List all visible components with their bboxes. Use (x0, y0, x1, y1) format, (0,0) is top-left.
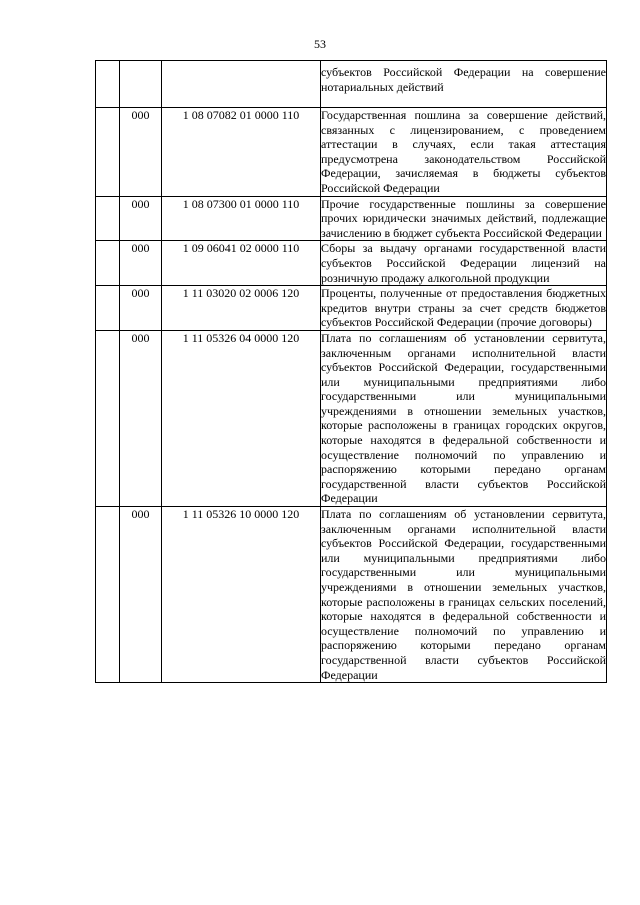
row-margin-cell (96, 241, 120, 286)
row-margin-cell (96, 507, 120, 683)
description-cell: Плата по соглашениям об установлении сервитута, заключенным органами исполнительной власти субъектов Российской Федерации, государственными или муниципальными предприятиями либо государственными или муниципальными учреждениями в отношении земельных участков, которые расположены в границах сельских поселений, которые находятся в федеральной собственности и осуществление полномочий по управлению и распоряжению которыми передано органам государственной власти субъектов Российской Федерации (321, 507, 606, 682)
admin-code-cell: 000 (120, 507, 162, 683)
admin-code-cell: 000 (120, 330, 162, 506)
row-margin-cell (96, 330, 120, 506)
table-row (96, 108, 607, 197)
budget-code-cell: 1 08 07300 01 0000 110 (162, 196, 321, 241)
description-cell: Государственная пошлина за совершение действий, связанных с лицензированием, с проведением аттестации в случаях, если такая аттестация предусмотрена законодательством Российской Федерации, зачисляемая в бюджеты субъектов Российской Федерации (321, 108, 606, 195)
row-margin-cell (96, 108, 120, 197)
budget-code-cell (162, 61, 321, 108)
budget-code-cell: 1 11 05326 10 0000 120 (162, 507, 321, 683)
row-margin-cell (96, 61, 120, 108)
description-cell: субъектов Российской Федерации на совершение нотариальных действий (321, 61, 607, 108)
admin-code-cell: 000 (120, 241, 162, 286)
table-row (96, 286, 607, 331)
admin-code-cell (120, 61, 162, 108)
budget-code-cell: 1 11 05326 04 0000 120 (162, 330, 321, 506)
budget-code-cell: 1 09 06041 02 0000 110 (162, 241, 321, 286)
description-cell: Сборы за выдачу органами государственной власти субъектов Российской Федерации лицензий на розничную продажу алкогольной продукции (321, 241, 606, 285)
table-row (96, 241, 607, 286)
row-margin-cell (96, 286, 120, 331)
table-row (96, 196, 607, 241)
admin-code-cell: 000 (120, 196, 162, 241)
page-number: 53 (314, 37, 326, 51)
description-cell: Плата по соглашениям об установлении сервитута, заключенным органами исполнительной власти субъектов Российской Федерации, государственными или муниципальными предприятиями либо государственными или муниципальными учреждениями в отношении земельных участков, которые расположены в границах городских округов, которые находятся в федеральной собственности и осуществление полномочий по управлению и распоряжению которыми передано органам государственной власти субъектов Российской Федерации (321, 330, 606, 506)
table-row (96, 507, 607, 683)
budget-code-cell: 1 08 07082 01 0000 110 (162, 108, 321, 197)
description-cell: Проценты, полученные от предоставления бюджетных кредитов внутри страны за счет средств бюджетов субъектов Российской Федерации (прочие договоры) (321, 286, 606, 330)
budget-code-cell: 1 11 03020 02 0006 120 (162, 286, 321, 331)
row-margin-cell (96, 196, 120, 241)
revenue-codes-table (95, 60, 607, 683)
description-cell: Прочие государственные пошлины за совершение прочих юридически значимых действий, подлежащие зачислению в бюджет субъекта Российской Федерации (321, 196, 606, 240)
table-row (96, 330, 607, 506)
admin-code-cell: 000 (120, 108, 162, 197)
table-row (96, 61, 607, 108)
admin-code-cell: 000 (120, 286, 162, 331)
